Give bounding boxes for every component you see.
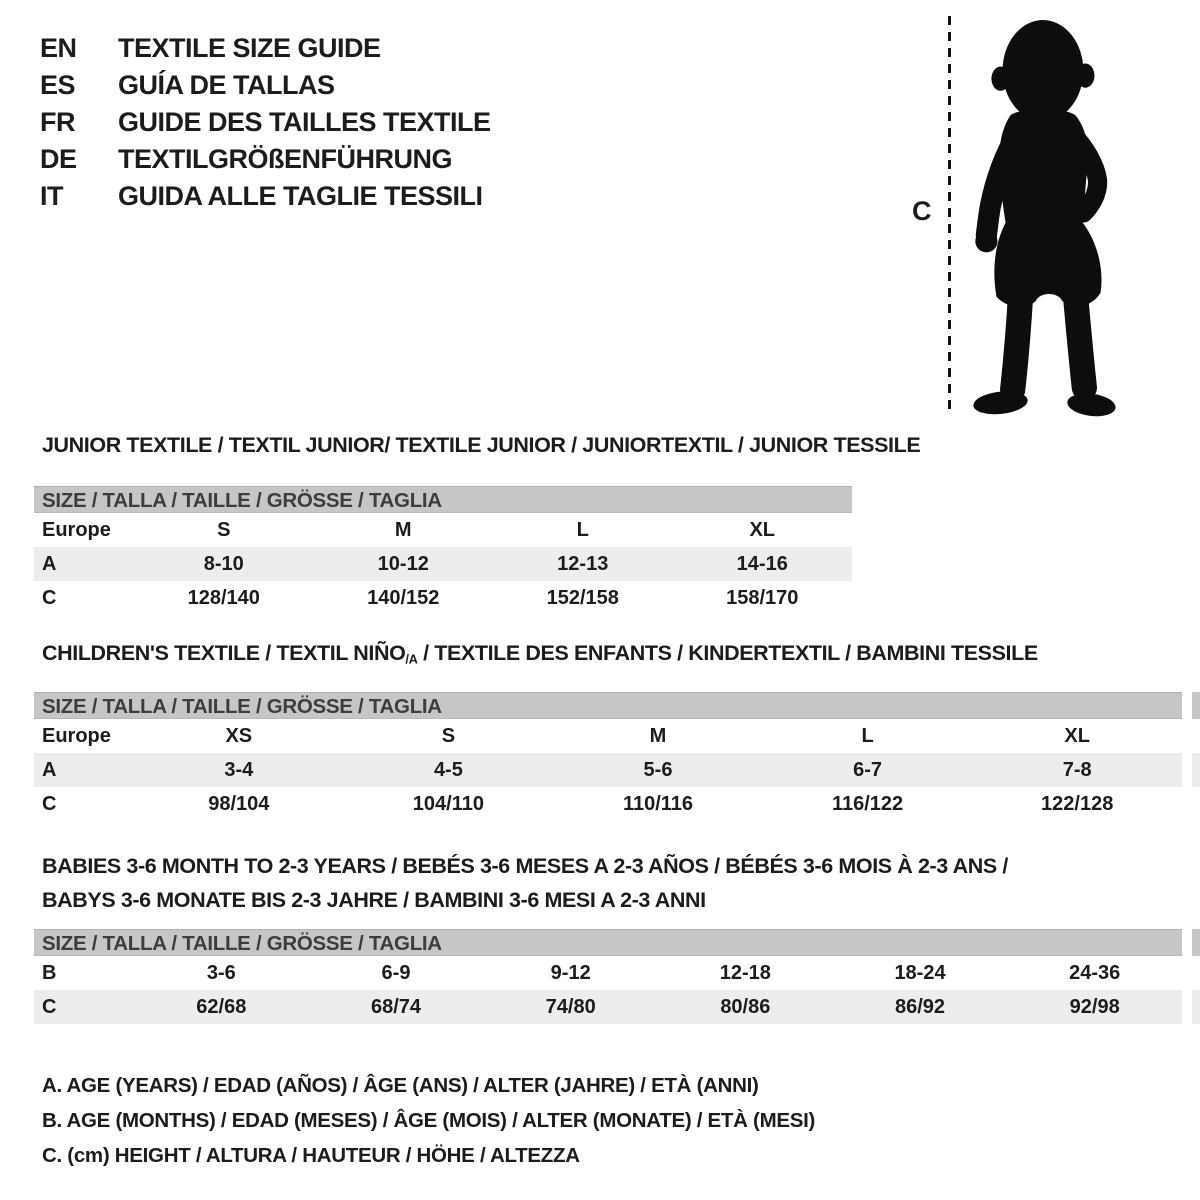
- table-cell: S: [217, 519, 231, 541]
- language-row: [40, 67, 491, 104]
- table-cell: 158/170: [726, 587, 799, 609]
- table-cell: L: [861, 725, 874, 747]
- footnote-age-years: A. AGE (YEARS) / EDAD (AÑOS) / ÂGE (ANS) / ALTER (JAHRE) / ETÀ (ANNI): [42, 1074, 759, 1097]
- babies-section-title-line2: BABYS 3-6 MONATE BIS 2-3 JAHRE / BAMBINI 3-6 MESI A 2-3 ANNI: [42, 888, 706, 912]
- guide-title: GUIDE DES TAILLES TEXTILE: [118, 107, 491, 137]
- guide-title: TEXTILGRÖßENFÜHRUNG: [118, 144, 452, 174]
- children-title-subscript: /A: [405, 651, 418, 667]
- table-edge-fragment: [1192, 692, 1200, 719]
- row-label: A: [42, 553, 57, 575]
- table-row: [34, 719, 1182, 753]
- language-row: [40, 178, 491, 215]
- table-cell: 80/86: [720, 996, 771, 1018]
- children-size-table: [34, 692, 1182, 821]
- row-label: Europe: [42, 725, 111, 747]
- guide-title: GUÍA DE TALLAS: [118, 70, 335, 100]
- table-cell: 62/68: [196, 996, 247, 1018]
- table-cell: M: [649, 725, 667, 747]
- language-code: EN: [40, 33, 77, 63]
- footnote-height-cm: C. (cm) HEIGHT / ALTURA / HAUTEUR / HÖHE / ALTEZZA: [42, 1144, 580, 1167]
- row-label: B: [42, 962, 57, 984]
- height-measure-figure: [890, 0, 1200, 440]
- guide-title: GUIDA ALLE TAGLIE TESSILI: [118, 181, 483, 211]
- table-cell: 86/92: [894, 996, 946, 1018]
- language-code: ES: [40, 70, 76, 100]
- table-row: [34, 581, 852, 615]
- height-dashed-line: [948, 16, 951, 416]
- size-header-bar: SIZE / TALLA / TAILLE / GRÖSSE / TAGLIA: [34, 486, 852, 513]
- table-cell: 68/74: [370, 996, 422, 1018]
- table-edge-fragment: [1192, 753, 1200, 787]
- table-cell: 92/98: [1069, 996, 1120, 1018]
- table-row: [34, 513, 852, 547]
- babies-size-table: [34, 929, 1182, 1024]
- junior-section-title: JUNIOR TEXTILE / TEXTIL JUNIOR/ TEXTILE JUNIOR / JUNIORTEXTIL / JUNIOR TESSILE: [42, 433, 921, 457]
- table-row: [34, 990, 1182, 1024]
- table-cell: 3-6: [206, 962, 236, 984]
- table-row: [34, 547, 852, 581]
- table-edge-fragment: [1192, 929, 1200, 956]
- table-edge-fragment: [1192, 990, 1200, 1024]
- table-cell: M: [394, 519, 412, 541]
- language-row: [40, 141, 491, 178]
- table-cell: 128/140: [187, 587, 260, 609]
- row-label: Europe: [42, 519, 111, 541]
- table-cell: 10-12: [377, 553, 429, 575]
- table-cell: 122/128: [1041, 793, 1114, 815]
- table-cell: 12-18: [719, 962, 771, 984]
- language-code: DE: [40, 144, 77, 174]
- table-row: [34, 956, 1182, 990]
- junior-size-table: [34, 486, 852, 615]
- children-section-title: [42, 641, 1038, 667]
- size-header-bar: SIZE / TALLA / TAILLE / GRÖSSE / TAGLIA: [34, 692, 1182, 719]
- language-row: [40, 30, 491, 67]
- table-cell: 140/152: [367, 587, 440, 609]
- size-header-bar: SIZE / TALLA / TAILLE / GRÖSSE / TAGLIA: [34, 929, 1182, 956]
- table-cell: L: [576, 519, 589, 541]
- table-cell: 104/110: [412, 793, 484, 815]
- footnote-age-months: B. AGE (MONTHS) / EDAD (MESES) / ÂGE (MOIS) / ALTER (MONATE) / ETÀ (MESI): [42, 1109, 816, 1132]
- table-cell: XL: [749, 519, 776, 541]
- table-cell: 6-9: [381, 962, 411, 984]
- table-cell: 8-10: [203, 553, 244, 575]
- table-cell: 5-6: [643, 759, 673, 781]
- table-cell: 18-24: [894, 962, 946, 984]
- babies-section-title-line1: BABIES 3-6 MONTH TO 2-3 YEARS / BEBÉS 3-6 MESES A 2-3 AÑOS / BÉBÉS 3-6 MOIS À 2-3 ANS /: [42, 854, 1008, 878]
- language-row: [40, 104, 491, 141]
- table-cell: 3-4: [224, 759, 254, 781]
- language-code: FR: [40, 107, 75, 137]
- measure-c-label: C: [912, 196, 932, 226]
- table-cell: 12-13: [557, 553, 609, 575]
- table-cell: 7-8: [1062, 759, 1092, 781]
- table-cell: XS: [225, 725, 253, 747]
- children-title-text: / TEXTILE DES ENFANTS / KINDERTEXTIL / BAMBINI TESSILE: [417, 641, 1038, 665]
- toddler-silhouette-icon: [960, 14, 1136, 418]
- table-cell: XL: [1064, 725, 1090, 747]
- row-label: A: [42, 759, 57, 781]
- table-cell: S: [441, 725, 456, 747]
- table-cell: 4-5: [433, 759, 463, 781]
- table-cell: 74/80: [545, 996, 596, 1018]
- table-cell: 24-36: [1069, 962, 1121, 984]
- table-cell: 6-7: [853, 759, 883, 781]
- table-cell: 9-12: [550, 962, 591, 984]
- row-label: C: [42, 587, 57, 609]
- table-cell: 14-16: [736, 553, 788, 575]
- row-label: C: [42, 793, 57, 815]
- table-cell: 152/158: [546, 587, 619, 609]
- language-title-list: [40, 30, 491, 215]
- row-label: C: [42, 996, 57, 1018]
- table-cell: 98/104: [208, 793, 270, 815]
- children-title-text: CHILDREN'S TEXTILE / TEXTIL NIÑO: [42, 641, 406, 665]
- guide-title: TEXTILE SIZE GUIDE: [118, 33, 381, 63]
- table-cell: 116/122: [831, 793, 904, 815]
- table-cell: 110/116: [622, 793, 694, 815]
- table-row: [34, 787, 1182, 821]
- language-code: IT: [40, 181, 63, 211]
- table-row: [34, 753, 1182, 787]
